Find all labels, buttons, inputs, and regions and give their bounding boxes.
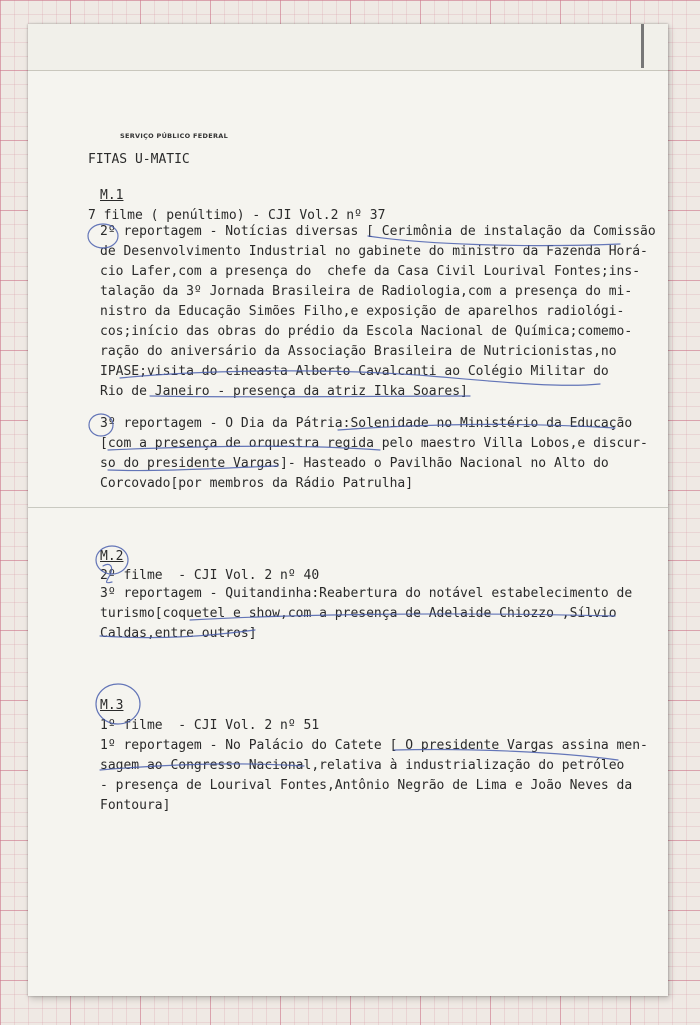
text-line: cio Lafer,com a presença do chefe da Casa Civil Lourival Fontes;ins- — [100, 264, 641, 279]
text-line: cos;início das obras do prédio da Escola Nacional de Química;comemo- — [100, 324, 633, 339]
film-line: 2º filme - CJI Vol. 2 nº 40 — [100, 568, 320, 583]
text-line: de Desenvolvimento Industrial no gabinete do ministro da Fazenda Horá- — [100, 244, 648, 259]
text-line: 1º reportagem - No Palácio do Catete [ O presidente Vargas assina men- — [100, 738, 648, 753]
text-line: ração do aniversário da Associação Brasileira de Nutricionistas,no — [100, 344, 617, 359]
text-line: Caldas,entre outros] — [100, 626, 257, 641]
text-line: 3º reportagem - O Dia da Pátria:Solenidade no Ministério da Educação — [100, 416, 633, 431]
text-line: sagem ao Congresso Nacional,relativa à industrialização do petróleo — [100, 758, 625, 773]
film-line: 7 filme ( penúltimo) - CJI Vol.2 nº 37 — [88, 208, 386, 223]
text-line: talação da 3º Jornada Brasileira de Radiologia,com a presença do mi- — [100, 284, 633, 299]
text-line: Rio de Janeiro - presença da atriz Ilka Soares] — [100, 384, 468, 399]
text-line: Corcovado[por membros da Rádio Patrulha] — [100, 476, 414, 491]
film-line: 1º filme - CJI Vol. 2 nº 51 — [100, 718, 320, 733]
text-line: Fontoura] — [100, 798, 171, 813]
text-line: 3º reportagem - Quitandinha:Reabertura do notável estabelecimento de — [100, 586, 633, 601]
section-heading: M.2 — [100, 549, 124, 564]
header-label: SERVIÇO PÚBLICO FEDERAL — [120, 132, 229, 140]
text-line: - presença de Lourival Fontes,Antônio Negrão de Lima e João Neves da — [100, 778, 633, 793]
text-line: [com a presença de orquestra regida pelo maestro Villa Lobos,e discur- — [100, 436, 648, 451]
paper-edge-mark — [641, 24, 644, 68]
section-heading: M.1 — [100, 188, 124, 203]
document-title: FITAS U-MATIC — [88, 152, 190, 167]
text-line: IPASE;visita do cineasta Alberto Cavalcanti ao Colégio Militar do — [100, 364, 609, 379]
text-line: 2º reportagem - Notícias diversas [ Cerimônia de instalação da Comissão — [100, 224, 656, 239]
section-heading: M.3 — [100, 698, 124, 713]
paper-fold — [28, 507, 668, 508]
text-line: so do presidente Vargas]- Hasteado o Pavilhão Nacional no Alto do — [100, 456, 609, 471]
sheet-header-fold — [28, 24, 668, 71]
text-line: turismo[coquetel e show,com a presença de Adelaide Chiozzo ,Sílvio — [100, 606, 617, 621]
text-line: nistro da Educação Simões Filho,e exposição de aparelhos radiológi- — [100, 304, 625, 319]
